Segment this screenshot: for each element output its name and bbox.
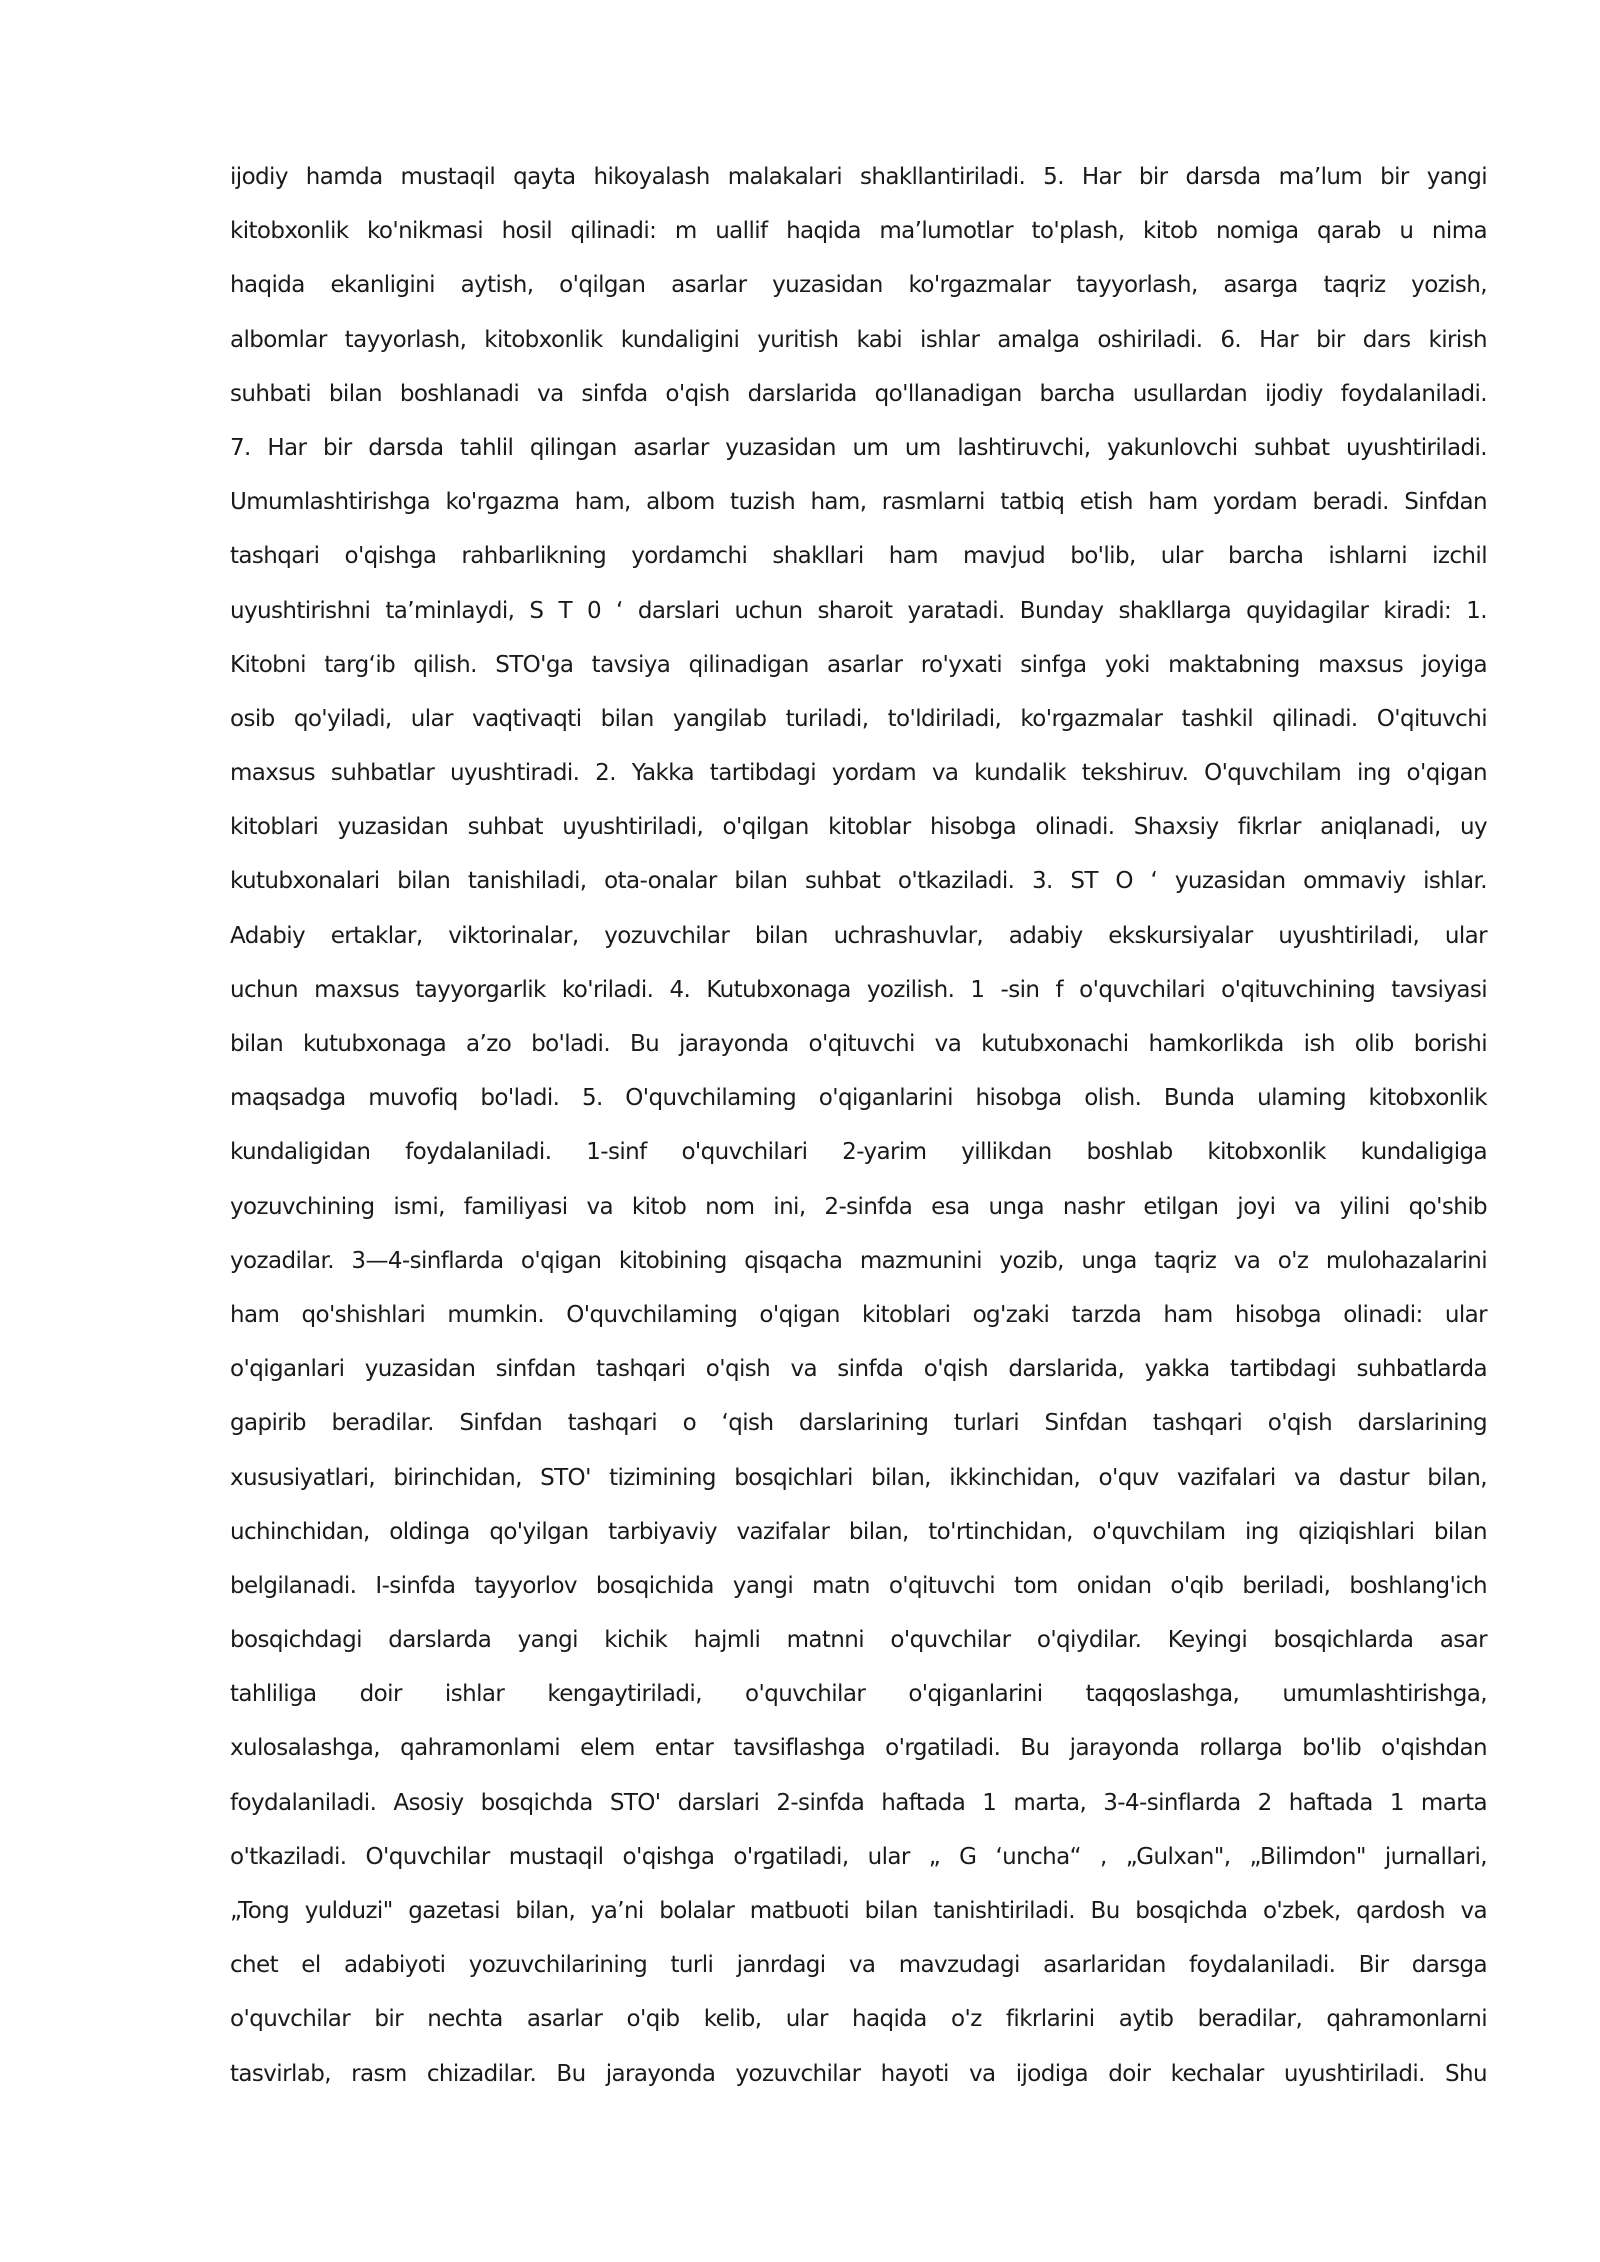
text-line: xususiyatlari, birinchidan, STO' tizimining bosqichlari bilan, ikkinchidan, o'quv vazifalari va dastur bilan, [230, 1464, 1487, 1491]
text-line: chet el adabiyoti yozuvchilarining turli janrdagi va mavzudagi asarlaridan foydalaniladi. Bir darsga [230, 1952, 1487, 1979]
text-line: 7. Har bir darsda tahlil qilingan asarlar yuzasidan um um lashtiruvchi, yakunlovchi suhbat uyushtiriladi. [230, 434, 1487, 461]
text-line: suhbati bilan boshlanadi va sinfda o'qish darslarida qo'llanadigan barcha usullardan ijodiy foydalaniladi. [230, 380, 1487, 407]
text-line: uyushtirishni ta’minlaydi, S T 0 ‘ darslari uchun sharoit yaratadi. Bunday shakllarga quyidagilar kiradi: 1. [230, 597, 1487, 624]
text-line: tashqari o'qishga rahbarlikning yordamchi shakllari ham mavjud bo'lib, ular barcha ishlarni izchil [230, 543, 1487, 570]
text-line: maxsus suhbatlar uyushtiradi. 2. Yakka tartibdagi yordam va kundalik tekshiruv. O'quvchilam ing o'qigan [230, 760, 1487, 787]
text-line: foydalaniladi. Asosiy bosqichda STO' darslari 2-sinfda haftada 1 marta, 3-4-sinflarda 2 haftada 1 marta [230, 1789, 1487, 1816]
text-line: gapirib beradilar. Sinfdan tashqari o ‘qish darslarining turlari Sinfdan tashqari o'qish darslarining [230, 1410, 1487, 1437]
text-line: Adabiy ertaklar, viktorinalar, yozuvchilar bilan uchrashuvlar, adabiy ekskursiyalar uyushtiriladi, ular [230, 922, 1487, 949]
body-text [230, 150, 1487, 2101]
text-line: bosqichdagi darslarda yangi kichik hajmli matnni o'quvchilar o'qiydilar. Keyingi bosqichlarda asar [230, 1627, 1487, 1654]
text-line: tasvirlab, rasm chizadilar. Bu jarayonda yozuvchilar hayoti va ijodiga doir kechalar uyushtiriladi. Shu [230, 2060, 1487, 2087]
text-line: tahliliga doir ishlar kengaytiriladi, o'quvchilar o'qiganlarini taqqoslashga, umumlashtirishga, [230, 1681, 1487, 1708]
text-line: kitoblari yuzasidan suhbat uyushtiriladi, o'qilgan kitoblar hisobga olinadi. Shaxsiy fikrlar aniqlanadi, uy [230, 814, 1487, 841]
text-line: bilan kutubxonaga a’zo bo'ladi. Bu jarayonda o'qituvchi va kutubxonachi hamkorlikda ish olib borishi [230, 1031, 1487, 1057]
text-line: uchun maxsus tayyorgarlik ko'riladi. 4. Kutubxonaga yozilish. 1 -sin f o'quvchilari o'qituvchining tavsiyasi [230, 976, 1487, 1003]
text-line: o'quvchilar bir nechta asarlar o'qib kelib, ular haqida o'z fikrlarini aytib beradilar, qahramonlarni [230, 2006, 1487, 2033]
text-line: kutubxonalari bilan tanishiladi, ota-onalar bilan suhbat o'tkaziladi. 3. ST O ‘ yuzasidan ommaviy ishlar. [230, 868, 1487, 895]
text-line: kundaligidan foydalaniladi. 1-sinf o'quvchilari 2-yarim yillikdan boshlab kitobxonlik kundaligiga [230, 1139, 1487, 1166]
text-line: ijodiy hamda mustaqil qayta hikoyalash malakalari shakllantiriladi. 5. Har bir darsda ma’lum bir yangi [230, 164, 1487, 190]
text-line: Kitobni targ‘ib qilish. STO'ga tavsiya qilinadigan asarlar ro'yxati sinfga yoki maktabning maxsus joyiga [230, 651, 1487, 678]
text-line: uchinchidan, oldinga qo'yilgan tarbiyaviy vazifalar bilan, to'rtinchidan, o'quvchilam ing qiziqishlari bilan [230, 1518, 1487, 1545]
text-line: yozadilar. 3—4-sinflarda o'qigan kitobining qisqacha mazmunini yozib, unga taqriz va o'z mulohazalarini [230, 1247, 1487, 1274]
text-line: haqida ekanligini aytish, o'qilgan asarlar yuzasidan ko'rgazmalar tayyorlash, asarga taqriz yozish, [230, 272, 1487, 299]
text-line: o'tkaziladi. O'quvchilar mustaqil o'qishga o'rgatiladi, ular „ G ‘uncha“ , „Gulxan", „Bilimdon" jurnallari, [230, 1843, 1487, 1870]
text-line: yozuvchining ismi, familiyasi va kitob nom ini, 2-sinfda esa unga nashr etilgan joyi va yilini qo'shib [230, 1193, 1487, 1220]
text-line: maqsadga muvofiq bo'ladi. 5. O'quvchilaming o'qiganlarini hisobga olish. Bunda ulaming kitobxonlik [230, 1085, 1487, 1112]
text-line: xulosalashga, qahramonlami elem entar tavsiflashga o'rgatiladi. Bu jarayonda rollarga bo'lib o'qishdan [230, 1735, 1487, 1762]
text-line: „Tong yulduzi" gazetasi bilan, ya’ni bolalar matbuoti bilan tanishtiriladi. Bu bosqichda o'zbek, qardosh va [230, 1898, 1487, 1924]
text-line: o'qiganlari yuzasidan sinfdan tashqari o'qish va sinfda o'qish darslarida, yakka tartibdagi suhbatlarda [230, 1356, 1487, 1383]
text-line: kitobxonlik ko'nikmasi hosil qilinadi: m uallif haqida ma’lumotlar to'plash, kitob nomiga qarab u nima [230, 218, 1487, 245]
text-line: osib qo'yiladi, ular vaqtivaqti bilan yangilab turiladi, to'ldiriladi, ko'rgazmalar tashkil qilinadi. O'qituvchi [230, 705, 1487, 732]
text-line: ham qo'shishlari mumkin. O'quvchilaming o'qigan kitoblari og'zaki tarzda ham hisobga olinadi: ular [230, 1301, 1487, 1328]
text-line: belgilanadi. I-sinfda tayyorlov bosqichida yangi matn o'qituvchi tom onidan o'qib beriladi, boshlang'ich [230, 1572, 1487, 1599]
text-line: albomlar tayyorlash, kitobxonlik kundaligini yuritish kabi ishlar amalga oshiriladi. 6. Har bir dars kirish [230, 326, 1487, 353]
text-line: Umumlashtirishga ko'rgazma ham, albom tuzish ham, rasmlarni tatbiq etish ham yordam beradi. Sinfdan [230, 489, 1487, 516]
